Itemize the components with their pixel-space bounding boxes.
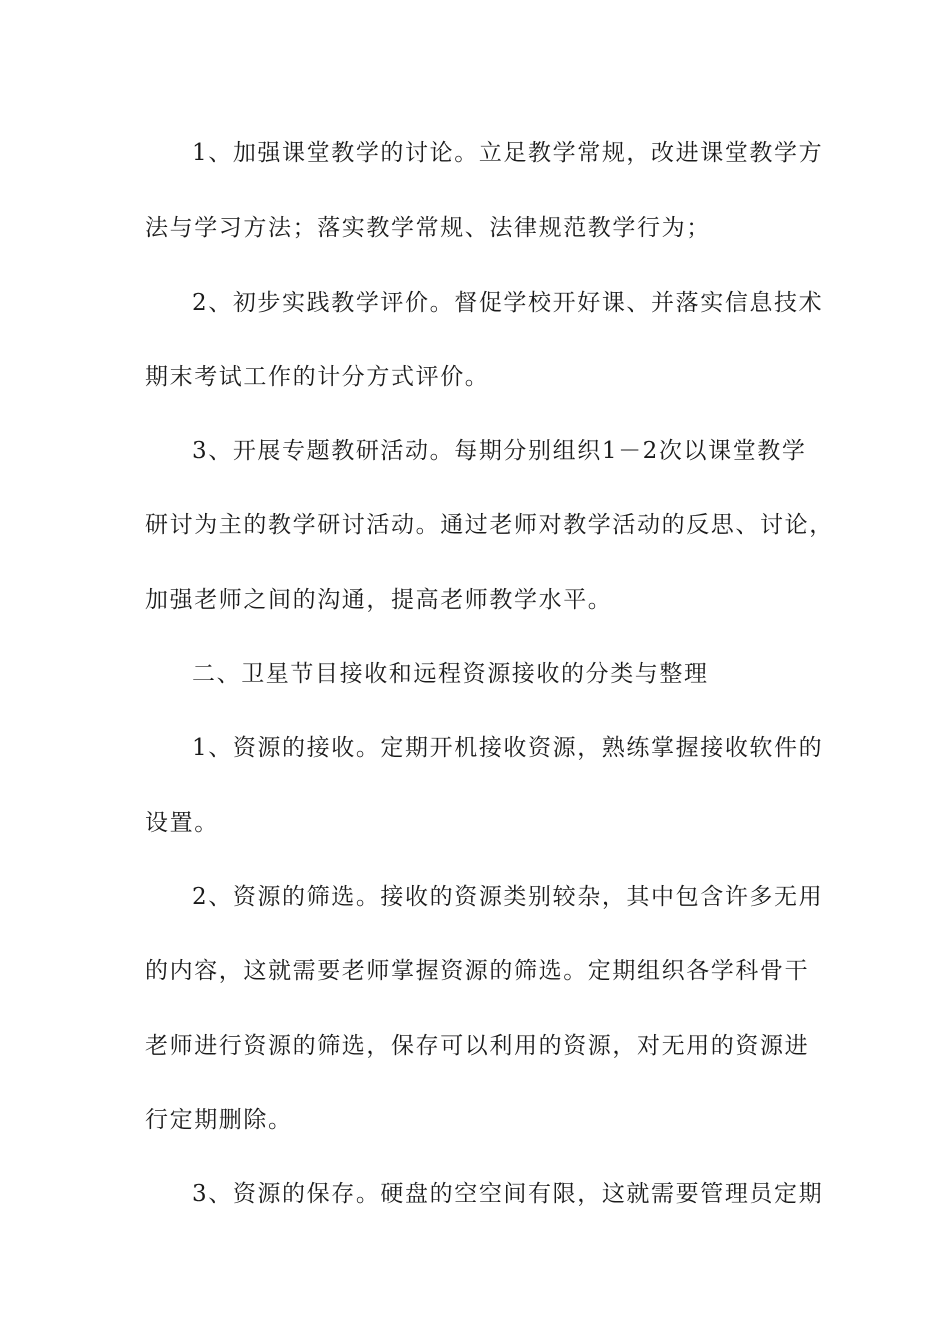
paragraph-line: 2、资源的筛选。接收的资源类别较杂，其中包含许多无用 xyxy=(192,884,824,910)
paragraph-line: 1、加强课堂教学的讨论。立足教学常规，改进课堂教学方 xyxy=(192,140,824,166)
paragraph-line: 法与学习方法；落实教学常规、法律规范教学行为； xyxy=(145,215,711,241)
paragraph-line: 3、开展专题教研活动。每期分别组织1－2次以课堂教学 xyxy=(192,438,807,464)
paragraph-line: 的内容，这就需要老师掌握资源的筛选。定期组织各学科骨干 xyxy=(145,958,810,984)
paragraph-line: 研讨为主的教学研讨活动。通过老师对教学活动的反思、讨论， xyxy=(145,512,834,538)
section-heading: 二、卫星节目接收和远程资源接收的分类与整理 xyxy=(192,661,709,687)
paragraph-line: 3、资源的保存。硬盘的空空间有限，这就需要管理员定期 xyxy=(192,1181,824,1207)
paragraph-line: 行定期删除。 xyxy=(145,1107,293,1133)
paragraph-line: 设置。 xyxy=(145,810,219,836)
paragraph-line: 期末考试工作的计分方式评价。 xyxy=(145,364,490,390)
paragraph-line: 老师进行资源的筛选，保存可以利用的资源，对无用的资源进 xyxy=(145,1033,810,1059)
paragraph-line: 2、初步实践教学评价。督促学校开好课、并落实信息技术 xyxy=(192,290,824,316)
paragraph-line: 加强老师之间的沟通，提高老师教学水平。 xyxy=(145,587,613,613)
paragraph-line: 1、资源的接收。定期开机接收资源，熟练掌握接收软件的 xyxy=(192,735,824,761)
